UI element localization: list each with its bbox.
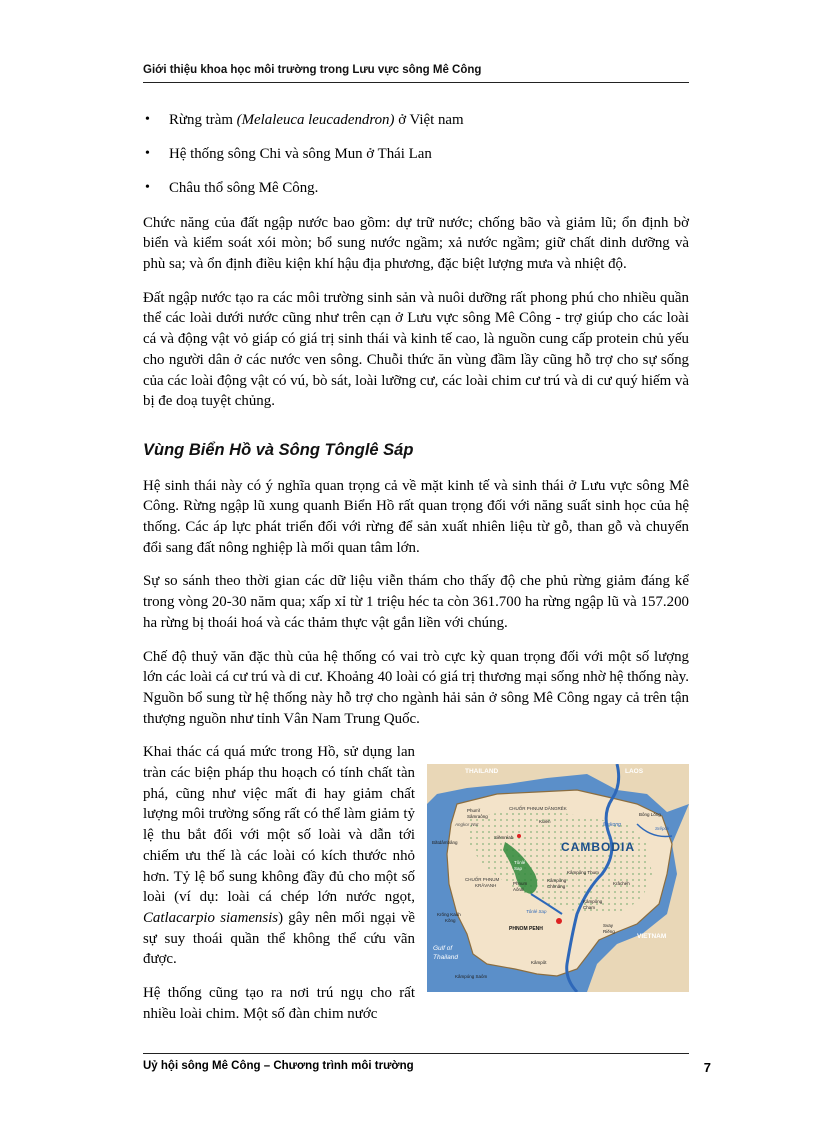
label-kampong-cham-1: Kâmpông (583, 899, 603, 905)
label-gulf-2: Thailand (433, 954, 458, 962)
label-mekong: Mekong (603, 822, 621, 829)
label-phnom-penh: PHNOM PENH (509, 926, 543, 933)
page-content (143, 110, 689, 1038)
paragraph-wetland-habitats: Đất ngập nước tạo ra các môi trường sinh sản và nuôi dưỡng rất phong phú cho nhiều quần thể các loài dưới nước cũng như trên cạn ở Lưu vực sông Mê Công - trợ giúp cho các loài cá và động vật vỏ giáp có giá trị sinh thái và kinh tế cao, là nguồn cung cấp protein chủ yếu cho người dân ở các nước ven sông. Chuỗi thức ăn vùng đầm lầy cũng hỗ trợ cho sự sống của các loài động vật có vú, bò sát, loài lưỡng cư, các loài chim cư trú và di cư quý hiếm và bị đe doạ tuyệt chủng. (143, 289, 689, 410)
label-svay-rieng-2: Riĕng (603, 929, 615, 935)
bullet-item-chi-mun (143, 144, 689, 165)
footer-text: Uỷ hội sông Mê Công – Chương trình môi trường (143, 1060, 414, 1072)
paragraph-hydrology: Chế độ thuỷ văn đặc thù của hệ thống có vai trò cực kỳ quan trọng đối với một số lượng lớn các loài cá cư trú và di cư. Khoảng 40 loài có giá trị thương mại sống nhờ hệ thống này. Nguồn bổ sung từ hệ thống này hỗ trợ cho ngành hải sản ở sông Mê Công ngay cả trên tận thượng nguồn như tỉnh Vân Nam Trung Quốc. (143, 648, 689, 727)
phnom-penh-marker (556, 918, 562, 924)
label-phnum-2: Sâmraông (467, 814, 488, 820)
label-svay-rieng-1: Svay (603, 923, 614, 929)
page-footer (143, 1060, 711, 1075)
species-name: (Melaleuca leucadendron) (236, 112, 395, 128)
label-koh-kong-1: Krŏng Kaôh (437, 912, 461, 918)
label-phnum-1: Phumĭ (467, 808, 481, 814)
label-kravanh-1: CHUỐR PHNUM (465, 877, 500, 883)
label-vietnam: VIETNAM (637, 933, 667, 941)
bullet-item-melaleuca (143, 110, 689, 131)
label-kampot: Kâmpôt (531, 960, 547, 966)
cambodia-map (427, 764, 689, 992)
label-tonle-sap-2: Sap (514, 866, 523, 872)
bullet-item-delta (143, 178, 689, 199)
label-aoral-2: Aôral (513, 887, 524, 893)
label-kampong-thum: Kâmpông Thum (567, 870, 599, 876)
header-rule (143, 82, 689, 83)
label-srepok: Srêpôk (655, 826, 670, 832)
section-heading: Vùng Biển Hồ và Sông Tônglê Sáp (143, 440, 414, 459)
bullet-text: Hệ thống sông Chi và sông Mun ở Thái Lan (169, 146, 432, 163)
label-kampong-chhnang-2: Chhnăng (547, 884, 566, 890)
label-kravanh-2: KRÂVANH (475, 883, 497, 889)
label-kampong-chhnang-1: Kâmpông (547, 878, 567, 884)
bullet-text: Châu thổ sông Mê Công. (169, 180, 319, 197)
map-svg (427, 764, 689, 992)
label-kracheh: Krâchéh (613, 881, 630, 887)
footer-rule (143, 1053, 689, 1054)
paragraph-wetland-functions: Chức năng của đất ngập nước bao gồm: dự trữ nước; chống bão và giảm lũ; ổn định bờ biển và kiểm soát xói mòn; bổ sung nước ngầm; xả nước ngầm; giữ chất dinh dưỡng và phù sa; và ổn định điều kiện khí hậu địa phương, đặc biệt lượng mưa và nhiệt độ. (143, 214, 689, 273)
map-wrap (143, 742, 689, 1024)
label-kulen: Kulén (539, 819, 551, 825)
siemreab-marker (517, 834, 521, 838)
overfishing-text-b: ) gây nên mối ngại về sự suy thoái quần thể không thể cứu vãn được. (143, 910, 415, 968)
label-bong-long: Bông Lŏng (639, 812, 661, 818)
label-battambang: Bătdâmbâng (432, 840, 458, 846)
paragraph-remote-sensing: Sự so sánh theo thời gian các dữ liệu viễn thám cho thấy độ che phủ rừng giảm đáng kể trong vòng 20-30 năm qua; xấp xỉ từ 1 triệu héc ta còn 361.700 ha rừng ngập lũ và 157.200 ha rừng bị thoái hoá và các thảm thực vật gắn liền với chúng. (143, 573, 689, 631)
label-gulf-1: Gulf of (433, 945, 453, 953)
species-name-catlacarpio: Catlacarpio siamensis (143, 910, 279, 926)
label-koh-kong-2: Kŏng (445, 918, 456, 924)
page-header: Giới thiệu khoa học môi trường trong Lưu vực sông Mê Công (143, 64, 482, 76)
bullet-text: Rừng tràm (169, 112, 233, 128)
label-kampong-saom: Kâmpóng Saôm (455, 974, 488, 980)
page-number: 7 (703, 1060, 711, 1075)
paragraph-birds: Hệ thống cũng tạo ra nơi trú ngụ cho rất nhiều loài chim. Một số đàn chim nước (143, 985, 415, 1022)
label-laos: LAOS (625, 768, 644, 776)
bullet-list (143, 110, 689, 199)
label-tonle-sap-river: Tônlé Sap (526, 909, 547, 915)
label-thailand: THAILAND (465, 768, 499, 776)
paragraph-ecosystem: Hệ sinh thái này có ý nghĩa quan trọng cả về mặt kinh tế và sinh thái ở Lưu vực sông Mê Công. Rừng ngập lũ xung quanh Biển Hồ rất quan trọng đối với năng suất sinh học của hệ thống. Các áp lực phát triển đối với rừng để sản xuất nhiên liệu từ gỗ, than gỗ và chuyển đổi sang đất nông nghiệp là mối quan tâm lớn. (143, 477, 689, 556)
bullet-text-rest: ở Việt nam (398, 112, 464, 128)
label-angkor-wat: Angkor Wat (455, 822, 479, 828)
label-cambodia: CAMBODIA (561, 840, 635, 855)
label-siemreab: Siĕmréab (494, 835, 514, 841)
label-kampong-cham-2: Cham (583, 905, 596, 911)
label-tonle-sap-1: Tônlé (514, 860, 526, 866)
overfishing-text-a: Khai thác cá quá mức trong Hồ, sử dụng lan tràn các biện pháp thu hoạch có tính chất tàn phá, cũng như việc mất đi hay giảm chất lượng môi trường sống rất có thể làm giảm tỷ lệ thu bắt đối với một số loài và dẫn tới chiếm ưu thế là các loài có kích thước nhỏ hơn. Tỷ lệ bổ sung không đầy đủ cho một số loài (ví dụ: loài cá chép lớn nước ngọt, (143, 744, 415, 906)
label-aoral-1: Phnum (513, 881, 528, 887)
label-dangrek: CHUỐR PHNUM DÂNGRÊK (509, 806, 567, 812)
